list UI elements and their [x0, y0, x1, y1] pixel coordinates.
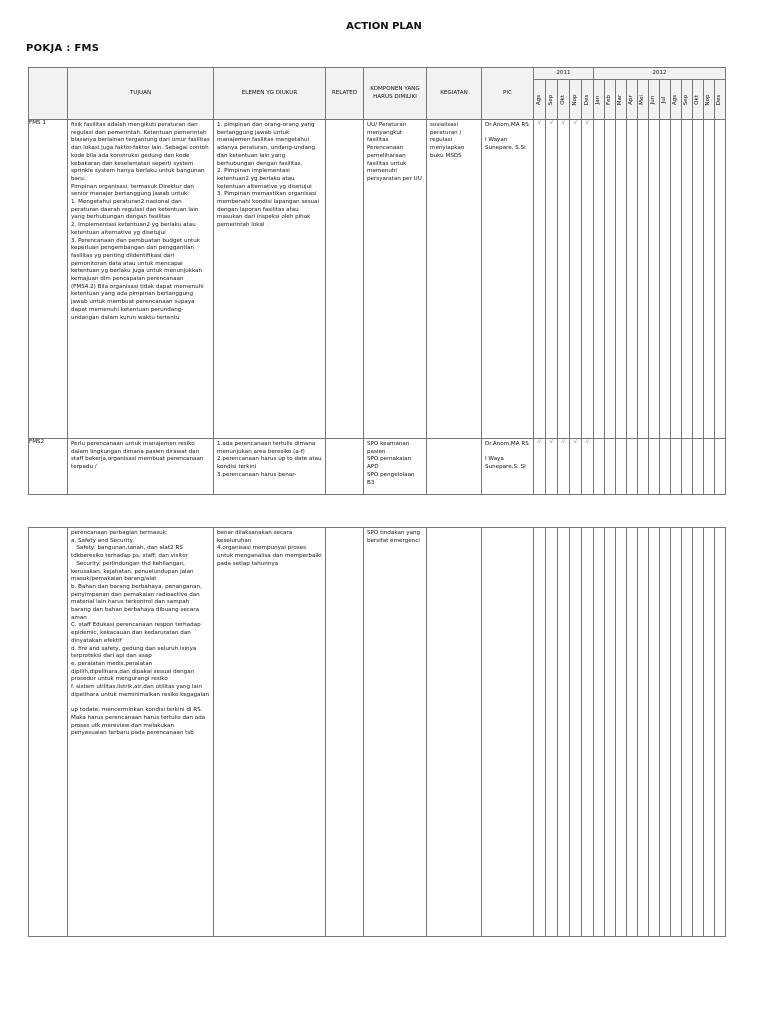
month-header: Jun	[649, 80, 660, 120]
header-tujuan: TUJUAN	[68, 68, 214, 120]
check-mark: √	[534, 120, 546, 439]
month-header: Sep	[682, 80, 693, 120]
month-header: Mar	[616, 80, 627, 120]
check-mark: √	[570, 120, 582, 439]
header-pic: PIC	[482, 68, 534, 120]
check-mark: √	[558, 120, 570, 439]
row-elemen: 1. pimpinan dan orang-orang yang bertanggung jawab untuk manajemen fasilitas mengetahui adanya peraturan, undang-undang dan ketentuan lain yang berhubungan dengan fasilitas. 2. Pimpinan implementasi ketentuan2 yg berlaku atau ketentuan alternative yg disetujui 3. Pimpinan memastikan organisasi membenahi kondisi lapangan sesuai dengan laporan fasilitas atau masukan dari inspeksi oleh pihak pemerintah lokal .	[217, 122, 320, 229]
row-pic: Dr.Anom,MA RS I Waya Sunepare,S. SI	[485, 441, 529, 471]
row-code	[29, 528, 68, 937]
row-elemen: 1.ada perencanaan tertulis dimana menunjukan area beresiko (a-f) 2.perencanaan harus up to date atau kondisi terkini 3.perencanaan harus benar-	[217, 441, 322, 478]
check-mark: √	[546, 439, 558, 495]
table-row	[29, 120, 726, 439]
month-header: Feb	[605, 80, 616, 120]
row-komponen: SPO tindakan yang bersifat emergenci	[367, 530, 422, 544]
row-code: FMS 1	[29, 120, 68, 439]
page-title: ACTION PLAN	[346, 21, 422, 32]
row-tujuan: fisik fasilitas adalah mengikuti peraturan dan regulasi dari pemerintah. Ketentuan pemerintah biasanya berlainan tergantung dari umur fasilitas dan lokasi juga faktor-faktor lain. Sebagai contoh kode bila ada konstruksi gedung dan kode kebakaran dan keselamatan seperti system sprinkle system hanya berlaku untuk bangunan baru. Pimpinan organisasi, termasuk Direktur dan senior manajer bertanggung jawab untuk: 1. Mengetahui peraturan2 nasional dan peraturan daerah regulasi dan ketentuan lain yang berhubungan dengan fasilitas 2. Implementasi ketentuan2 yg berlaku atau ketentuan alternative yg disetujui 3. Perencanaan dan pembuatan budget untuk keperluan pengembangan dan penggantian fasilitas yg penting diidentifikasi dari pemonitoran data atau untuk mencapai ketentuan yg berlaku juga untuk menunjukkan kemajuan dlm pencapaian perencanaan (FMS4.2) Bila organisasi tidak dapat memenuhi ketentuan yang ada pimpinan bertanggung jawab untuk membuat perencanaan supaya dapat memenuhi ketentuan perundang-undangan dalam kurun waktu tertentu	[71, 122, 210, 321]
month-header: Mei	[638, 80, 649, 120]
row-tujuan: Perlu perencanaan untuk manajemen resiko dalam lingkungan dimana pasien dirawat dan staff bekerja,organisasi membuat perencanaan terpadu /	[71, 441, 206, 471]
month-header: Sep	[546, 80, 558, 120]
row-pic: Dr.Anom,MA RS I Wayan Sunepare, S.Si	[485, 122, 529, 152]
table-row	[29, 528, 726, 937]
header-code	[29, 68, 68, 120]
check-mark: √	[582, 120, 594, 439]
check-mark: √	[582, 439, 594, 495]
check-mark: √	[534, 439, 546, 495]
check-mark: √	[570, 439, 582, 495]
table-row	[29, 439, 726, 495]
check-mark: √	[546, 120, 558, 439]
action-plan-table-continued	[28, 527, 726, 937]
header-related: RELATED	[326, 68, 364, 120]
header-kegiatan: KEGIATAN	[427, 68, 482, 120]
action-plan-table	[28, 67, 726, 495]
pokja-label: POKJA : FMS	[26, 43, 100, 54]
month-header: Nop	[570, 80, 582, 120]
header-komponen: KOMPONEN YANG HARUS DIMILIKI	[364, 68, 427, 120]
row-tujuan: perencanaan perbagian termasuk: a. Safety and Security Safety: bangunan,tanah, dan alat2 RS tdkberesiko terhadap ps, staff, dan visitor Security: perlindungan thd kehilangan, kerusakan, kejahatan, penuelundupan jalan masuk/pemakaian barang/alat b. Bahan dan barang berbahaya, penanganan, penyimpanan dan pemakaian radioactive dan material lain harus terkontrol dan sampah barang dan bahan berbahaya dibuang secara aman C. staff Edukasi perencanaan respon terhadap epidemic, kekacauan dan kedaruratan dan dinyatakan efektif d. fire and safety, gedung dan seluruh isinya terproteksi dari api dan asap e. peralatan medis,peralatan dipilih,dipelihara,dan dipakai sesuai dengan prosedur untuk mengurangi resiko f. sistem utilitas,listrik,air,dan utilitas yang lain dipelihara untuk meminimalkan resiko kegagalan up todate; mencerminkan kondisi terkini di RS. Maka harus perencanaan harus tertulis dan ada proses utk mereview dan melakukan penyesuaian terbaru pada perencanaan tsb	[71, 530, 210, 737]
row-pic	[482, 528, 533, 532]
row-kegiatan	[427, 439, 481, 443]
month-header: Des	[715, 80, 726, 120]
row-related	[326, 120, 363, 124]
row-kegiatan	[427, 528, 481, 532]
row-elemen: benar dilaksanakan secara keseluruhan 4.organisasi mempunyai proses untuk menganalisa dan memperbaiki pada setiap tahunnya	[217, 530, 322, 567]
month-header: Okt	[693, 80, 704, 120]
month-header: Okt	[558, 80, 570, 120]
month-header: Ags	[534, 80, 546, 120]
check-mark: √	[558, 439, 570, 495]
header-year-2011: 2011	[534, 68, 594, 80]
month-header: Des	[582, 80, 594, 120]
row-komponen: UU/ Peraturan menyangkut fasilitas Perencanaan pemeliharaan fasilitas untuk memenuhi persyaratan per UU	[367, 122, 422, 182]
month-header: Jul	[660, 80, 671, 120]
header-elemen: ELEMEN YG DIUKUR	[214, 68, 326, 120]
month-header: Nop	[704, 80, 715, 120]
row-kegiatan: sosialisasi peraturan / regulasi menyiapkan buku MSDS	[430, 122, 465, 159]
month-header: Jan	[594, 80, 605, 120]
row-code: FMS2	[29, 439, 68, 495]
header-year-2012: 2012	[594, 68, 726, 80]
row-komponen: SPO keamanan pasien SPO pemakaian APD SPO pengelolaan B3	[367, 441, 415, 486]
row-related	[326, 439, 363, 443]
month-header: Ags	[671, 80, 682, 120]
month-header: Apr	[627, 80, 638, 120]
